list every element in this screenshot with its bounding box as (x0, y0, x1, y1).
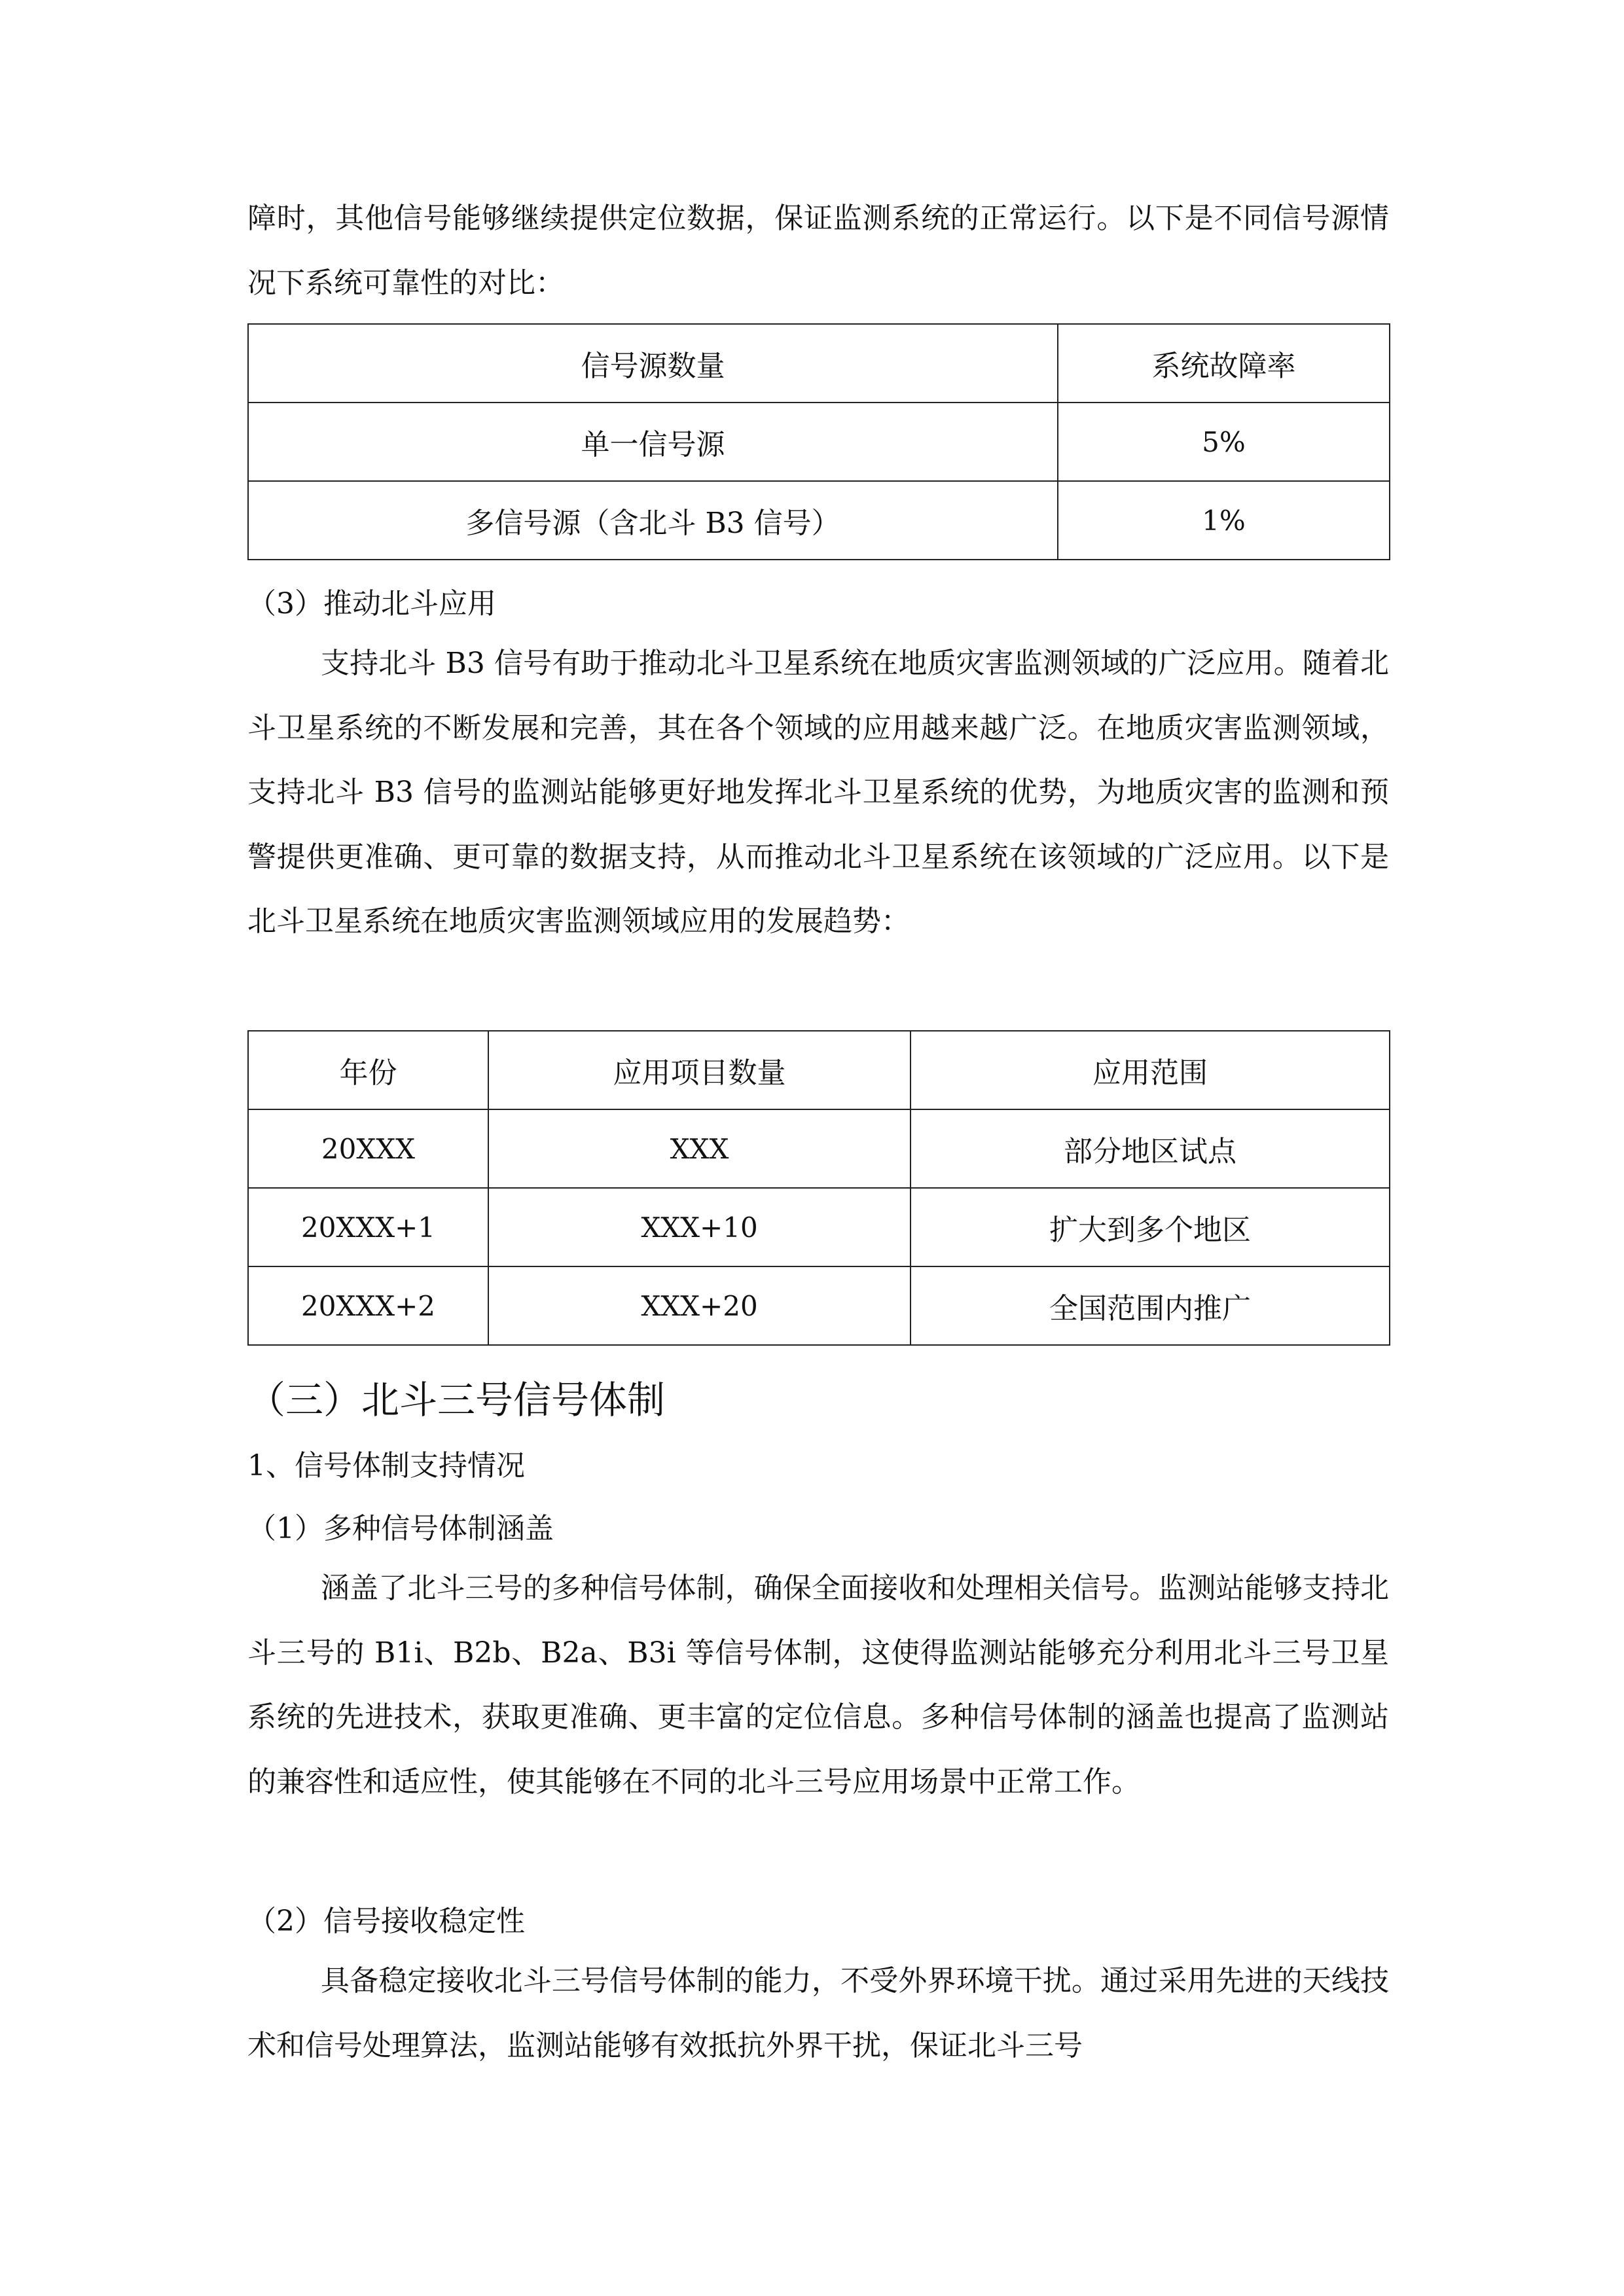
reliability-table (247, 323, 1389, 560)
table-row (248, 403, 1390, 481)
chapter-heading: （三）北斗三号信号体制 (247, 1378, 666, 1422)
item-heading: （1）多种信号体制涵盖 (247, 1512, 554, 1545)
intro-paragraph: 障时，其他信号能够继续提供定位数据，保证监测系统的正常运行。以下是不同信号源情况下系统可靠性的对比： (247, 202, 1389, 300)
table-cell: 20XXX+2 (248, 1266, 488, 1345)
table-cell: 部分地区试点 (911, 1109, 1390, 1188)
table-header-cell: 年份 (248, 1031, 488, 1109)
trend-table (247, 1030, 1389, 1346)
table-cell: XXX+20 (488, 1266, 911, 1345)
table-header-cell: 信号源数量 (248, 324, 1058, 403)
table-row (248, 1188, 1390, 1266)
item-paragraph: 涵盖了北斗三号的多种信号体制，确保全面接收和处理相关信号。监测站能够支持北斗三号的 B1i、B2b、B2a、B3i 等信号体制，这使得监测站能够充分利用北斗三号卫星系统的先进技术，获取更准确、更丰富的定位信息。多种信号体制的涵盖也提高了监测站的兼容性和适应性，使其能够在不同的北斗三号应用场景中正常工作。 (247, 1571, 1389, 1799)
table-cell: XXX (488, 1109, 911, 1188)
table-header-cell: 应用项目数量 (488, 1031, 911, 1109)
table-cell: 多信号源（含北斗 B3 信号） (248, 481, 1058, 560)
table-cell: 20XXX+1 (248, 1188, 488, 1266)
table-cell: 全国范围内推广 (911, 1266, 1390, 1345)
table-row (248, 1109, 1390, 1188)
table-cell: 单一信号源 (248, 403, 1058, 481)
table-cell: 20XXX (248, 1109, 488, 1188)
table-row (248, 1266, 1390, 1345)
table-row (248, 481, 1390, 560)
item-heading: （2）信号接收稳定性 (247, 1905, 525, 1938)
table-header-row (248, 1031, 1390, 1109)
table-cell: 1% (1058, 481, 1390, 560)
section-heading: （3）推动北斗应用 (247, 587, 496, 620)
item-paragraph: 具备稳定接收北斗三号信号体制的能力，不受外界环境干扰。通过采用先进的天线技术和信号处理算法，监测站能够有效抵抗外界干扰，保证北斗三号 (247, 1964, 1389, 2062)
chapter-subheading: 1、信号体制支持情况 (247, 1449, 525, 1482)
table-cell: 5% (1058, 403, 1390, 481)
table-header-cell: 应用范围 (911, 1031, 1390, 1109)
section-paragraph: 支持北斗 B3 信号有助于推动北斗卫星系统在地质灾害监测领域的广泛应用。随着北斗卫星系统的不断发展和完善，其在各个领域的应用越来越广泛。在地质灾害监测领域，支持北斗 B3 信号的监测站能够更好地发挥北斗卫星系统的优势，为地质灾害的监测和预警提供更准确、更可靠的数据支持，从而推动北斗卫星系统在该领域的广泛应用。以下是北斗卫星系统在地质灾害监测领域应用的发展趋势： (247, 647, 1389, 938)
table-cell: 扩大到多个地区 (911, 1188, 1390, 1266)
table-header-row (248, 324, 1390, 403)
table-cell: XXX+10 (488, 1188, 911, 1266)
table-header-cell: 系统故障率 (1058, 324, 1390, 403)
